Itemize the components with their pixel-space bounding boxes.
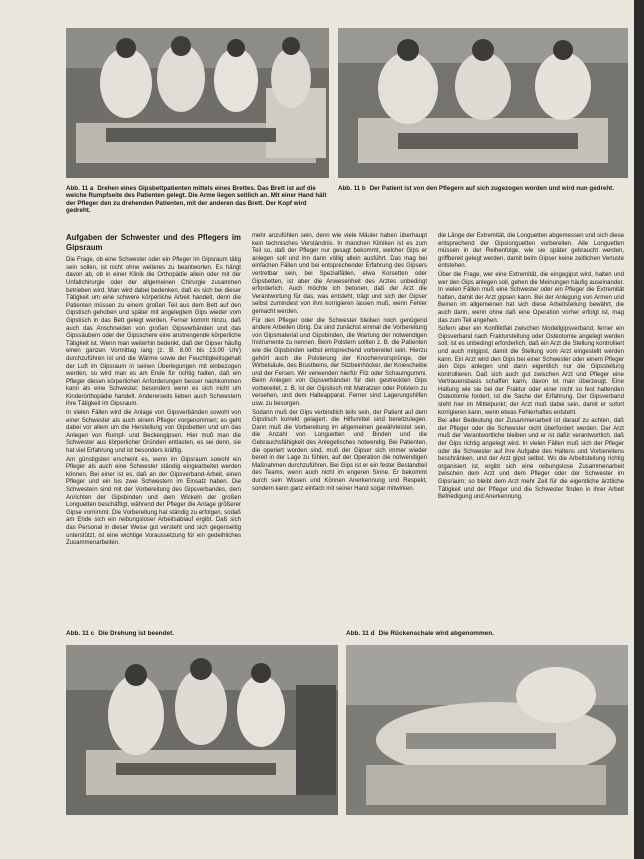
paragraph: Die Frage, ob eine Schwester oder ein Pfleger im Gipsraum tätig sein sollen, ist nicht ohne weiteres zu beantworten. Es hängt davon ab, ob in einer Klinik die Orthopädie allein oder mit der Unfallchirurgie oder der allgemeinen Chirurgie zusammen betrieben wird. Man wird dabei bedenken, daß es sich bei dieser Tätigkeit um eine schwere körperliche Arbeit handelt, denn die Patienten müssen zu einem großen Teil aus dem Bett auf den Gipstisch gehoben und später mit angelegtem Gips wieder vom Gipstisch in das Bett gelegt werden. Ferner kommt hinzu, daß auch das Anschneiden von großen Gipsverbänden und das Gipssäubern oder der Gipsschere eine anstrengende körperliche Tätigkeit ist. Wenn man weiterhin bedenkt, daß der Gipser häufig einen ganzen Vormittag lang (z. B. 8.00 bis 13.00 Uhr) durchzuführen ist und die Wärme sowie der Feuchtigkeitsgehalt der Luft im Gipsraum in seinen Überlegungen mit einbezogen werden, so wird man es am Ende für richtig halten, daß ein Pfleger diesen körperlichen Anforderungen besser nachkommen kann als eine Schwester, besonders wenn es sich nicht um Kinderorthopädie handelt. Andererseits lieben auch Schwestern ihre Tätigkeit im Gipsraum. bbox=[66, 257, 241, 408]
article-column-1 bbox=[66, 233, 241, 549]
paragraph: Am günstigsten erscheint es, wenn im Gipsraum sowohl ein Pfleger als auch eine Schwester ständig eingearbeitet werden können. Bei einer ist es, daß an der Gipsverband-Arbeit, einen Pfleger und ein bis zwei Schwestern im Einsatz haben. Die Schwestern sind mit der Vorbereitung des Gipsverbandes, dem Anrichten der Gipsbinden und dem Wickeln der großen Longuetten beschäftigt, während der Pfleger die Anlage größerer Gipse vornimmt. Die Vorbereitung hat ständig zu erfolgen, sodaß am Ende sich ein reibungsloser Arbeitsablauf ergibt. Daß sich das Personal in dieser Weise gut versteht und sich gegenseitig unterstützt, ist eine wichtige Voraussetzung für ein gedeihliches Zusammenarbeiten. bbox=[66, 456, 241, 547]
paragraph: Sofern aber ein Konfliktfall zwischen Modellgipsverband, ferner ein Gipsverband nach Frakturstellung oder Osteotomie angelegt werden soll, ist es unbedingt erforderlich, daß ein Arzt die Stellung kontrolliert und auch mitgipst, damit die Stellung vom Arzt eingestellt werden kann. Ein Arzt wird den Gips bei einer Schwester oder einem Pfleger den Gips anlegen und dann eigentlich nur die Gipsstellung kontrollieren. Daß sich auch gut zwischen Arzt und Pfleger eine Vertrauensbasis schaffen kann, davon ist man überzeugt. Eine Haltung wie sie bei der Fraktur oder einer nicht so fest haltenden Osteotomie fordert, ist die Sache der Erfahrung. Der Gipsverband steht hier im Mittelpunkt; der Arzt muß dabei sein, damit er sofort korrigieren kann, wenn etwas Fehlerhaftes entsteht. bbox=[438, 326, 624, 416]
article-column-2 bbox=[252, 233, 427, 494]
caption-text: Die Rückenschale wird abgenommen. bbox=[378, 630, 494, 637]
paragraph: die Länge der Extremität, die Longuetten abgemessen und sich diese entsprechend der Gipslonguetten vorbereiten. Alle Longuetten müssen in der Reihenfolge, wie sie später gebraucht werden, griffbereit gelegt werden, damit beim Gipser keine zeitlichen Verluste entstehen. bbox=[438, 233, 624, 270]
caption-fig-11d bbox=[346, 630, 626, 637]
photo-fig-11a bbox=[66, 28, 329, 178]
article-heading: Aufgaben der Schwester und des Pflegers im Gipsraum bbox=[66, 233, 241, 252]
caption-fig-11b bbox=[338, 185, 628, 192]
caption-fig-11c bbox=[66, 630, 329, 637]
paragraph: Bei aller Bedeutung der Zusammenarbeit ist darauf zu achten, daß der Pfleger oder die Schwester nicht überfordert werden. Der Arzt muß der Verantwortliche bleiben und er ist dafür verantwortlich, daß der Gips richtig angelegt wird. In vielen Fällen muß sich der Pfleger oder die Schwester auf ihre Aufgabe des Haltens und Vorbereitens beschränken, und der Arzt gipst selbst. Wo die Arbeitsteilung richtig organisiert ist, ergibt sich eine reibungslose Zusammenarbeit zwischen dem Arzt und dem Pfleger oder der Schwester im Gipsraum; so bleibt dem Arzt mehr Zeit für die eigentliche ärztliche Tätigkeit und der Pfleger und die Schwester finden in ihrer Arbeit Befriedigung und Anerkennung. bbox=[438, 418, 624, 501]
photo-fig-11c bbox=[66, 645, 338, 815]
caption-fig-11a bbox=[66, 185, 329, 215]
photo-fig-11b bbox=[338, 28, 628, 178]
caption-label: Abb. 11 c bbox=[66, 630, 95, 637]
paragraph: Über die Frage, wer eine Extremität, die eingegipst wird, halten und wer den Gips anlegen soll, gehen die Meinungen häufig auseinander. In vielen Fällen muß eine Schwester oder ein Pfleger die Extremität halten, damit der Arzt gipsen kann. Bei der Anlegung von Armen und Beinen im allgemeinen hat sich diese Arbeitsteilung bewährt, die auch dann, wenn ohne daß eine Operation vorher erfolgt ist, mag das zum Teil angehen. bbox=[438, 271, 624, 324]
caption-label: Abb. 11 b bbox=[338, 185, 366, 192]
paragraph: Für den Pfleger oder die Schwester bleiben noch genügend andere Arbeiten übrig. Da sind zunächst einmal die Vorbereitung von Gipsmaterial und Gipsbinden, die Wartung der notwendigen Instrumente zu nennen. Beim Polstern sollten z. B. die Patienten wie die Gipsbinden selbst entsprechend vorbereitet sein. Hierzu gehört auch die Polsterung der Knochenvorsprünge, der Wirbelsäule, des Brustbeins, der Sitzbeinhöcker, der Kniescheibe und der Fersen. Wir verwenden hierfür Filz oder Schaumgummi. Beim Anlegen von Gipsverbänden für den gestreckten Gips vorbereitet, z. B. ist der Gipstisch mit Matratzen oder Polstern zu versehen, und dem Halteapparat. Ferner sind Lagerungshilfen usw. zu besorgen. bbox=[252, 317, 427, 408]
paragraph: Sodann muß der Gips verbindlich teils sein, der Patient auf dem Gipstisch korrekt gelagert, die Hilfsmittel sind bereitzulegen. Dann muß die Vorbereitung im allgemeinen gewährleistet sein, die Anzahl von Longuetten und Binden und die Gebrauchsfähigkeit des Anlegetisches notwendig. Bei Patienten, die operiert worden sind, muß der Gipser sich immer wieder bereit in der Lage zu fühlen, auf der Operation die notwendigen Maßnahmen durchzuführen. Bei Gips ist er ein fester Bestandteil des Teams, wenn auch nicht im engeren Sinne. Er bekommt durch sein Wissen und Können Anerkennung und Respekt, sondern kann ganz einfach mit seiner Hand sogar mitwirken. bbox=[252, 409, 427, 492]
caption-label: Abb. 11 d bbox=[346, 630, 375, 637]
caption-label: Abb. 11 a bbox=[66, 185, 94, 192]
article-column-3 bbox=[438, 233, 624, 503]
caption-text: Die Drehung ist beendet. bbox=[98, 630, 175, 637]
paragraph: mehr anzufühlen sein, denn wie viele Mäuler haben überhaupt kein technisches Verständnis. In manchen Kliniken ist es zum Teil so, daß der Pfleger nur gesagt bekommt, welcher Gips er anlegen soll und ihn dann völlig allein ausführt. Das mag bei einfachen Fällen und bei entsprechender Erfahrung des Gipsers vertretbar sein, bei Spezialfällen, etwa Korsetten oder Gipsbetten, ist aber die Anwesenheit des Arztes unbedingt erforderlich. Auch möchte ich betonen, daß der Arzt die Verantwortung für das, was entsteht, trägt und sich der Gipser selbst zumindest von ihm korrigieren lassen muß, wenn Fehler gemacht werden. bbox=[252, 233, 427, 315]
paragraph: In vielen Fällen wird die Anlage von Gipsverbänden sowohl von einer Schwester als auch einem Pfleger vorgenommen; es geht dabei vor allem um die Herstellung von Gipsbetten und um das Anlegen von Rumpf- und Beckengipsen. Hier muß man die Schwester aus körperlicher Gründen entlasten, es sei denn, sie hat viel Erfahrung und ist besonders kräftig. bbox=[66, 410, 241, 455]
caption-text: Drehen eines Gipsbettpatienten mittels eines Brettes. Das Brett ist auf die weiche Rumpfseite des Patienten gelegt. Die Arme liegen seitlich an. Mit einer Hand hält der Pfleger den zu drehenden Patienten, mit der anderen das Brett. Der Kopf wird gedreht. bbox=[66, 185, 327, 215]
page-edge bbox=[634, 0, 644, 859]
photo-fig-11d bbox=[346, 645, 628, 815]
caption-text: Der Patient ist von den Pflegern auf sich zugezogen worden und wird nun gedreht. bbox=[369, 185, 614, 192]
